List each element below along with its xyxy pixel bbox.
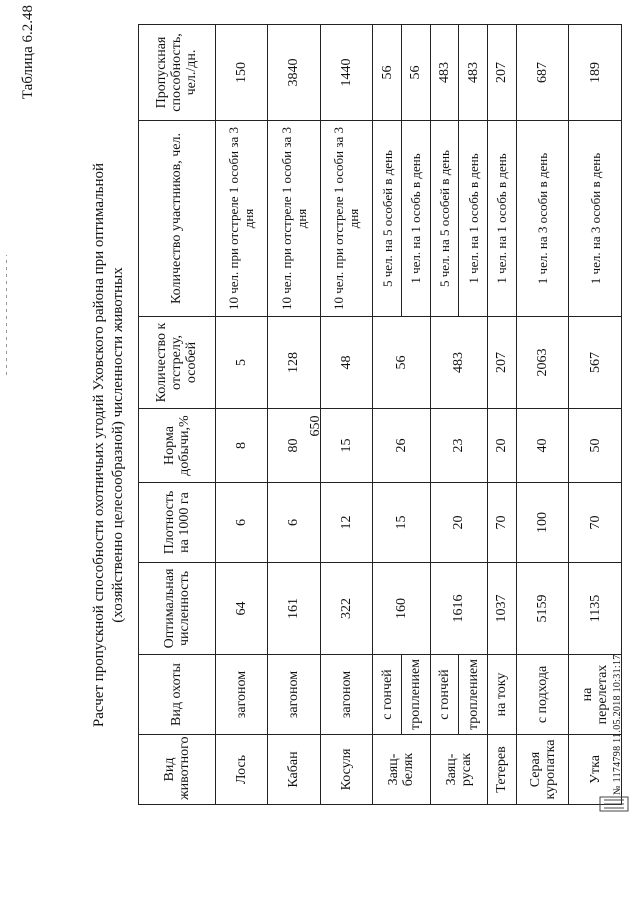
cell-participants: 1 чел. на 3 особи в день [516,121,569,317]
registration-stamp-icon [598,795,630,813]
table-row [268,25,321,805]
cell-quantity: 128 [268,317,321,409]
cell-hunt: на перелетах [569,655,622,735]
table-row [430,25,459,805]
cell-hunt: троплением [459,655,488,735]
cell-animal: Утка [569,735,622,805]
cell-quantity: 207 [488,317,517,409]
cell-optimal: 5159 [516,563,569,655]
cell-density: 100 [516,483,569,563]
header-participants: Количество участников, чел. [139,121,216,317]
cell-participants: 5 чел. на 5 особей в день [430,121,459,317]
cell-capacity: 483 [459,25,488,121]
cell-norm: 20 [488,409,517,483]
cell-quantity: 48 [320,317,373,409]
cell-capacity: 207 [488,25,517,121]
header-quantity: Количество к отстрелу, особей [139,317,216,409]
cell-capacity: 189 [569,25,622,121]
header-capacity: Пропускная способность, чел./дн. [139,25,216,121]
cell-quantity: 567 [569,317,622,409]
header-norm: Норма добычи,% [139,409,216,483]
cell-hunt: загоном [320,655,373,735]
cell-animal: Тетерев [488,735,517,805]
cell-optimal: 160 [373,563,430,655]
cell-capacity: 3840 [268,25,321,121]
cell-participants: 10 чел. при отстреле 1 особи за 3 дня [268,121,321,317]
cell-optimal: 1135 [569,563,622,655]
cell-participants: 1 чел. на 1 особь в день [401,121,430,317]
cell-density: 15 [373,483,430,563]
title-line-1: Расчет пропускной способности охотничьих угодий Уховского района при оптимальной [91,162,107,728]
cell-hunt: на току [488,655,517,735]
header-hunt: Вид охоты [139,655,216,735]
cell-density: 6 [268,483,321,563]
cell-hunt: троплением [401,655,430,735]
cell-hunt: загоном [268,655,321,735]
title-line-2: (хозяйственно целесообразной) численности животных [110,267,126,623]
cell-capacity: 687 [516,25,569,121]
cell-optimal: 161 [268,563,321,655]
cell-capacity: 56 [401,25,430,121]
cell-animal: Кабан [268,735,321,805]
cell-animal: Заяц-беляк [373,735,430,805]
header-animal: Вид животного [139,735,216,805]
cell-participants: 1 чел. на 3 особи в день [569,121,622,317]
scan-artifact [6,255,7,375]
table-label: Таблица 6.2.48 [20,5,36,100]
cell-optimal: 1616 [430,563,487,655]
cell-hunt: с подхода [516,655,569,735]
cell-animal: Серая куропатка [516,735,569,805]
table-row [320,25,373,805]
cell-norm: 15 [320,409,373,483]
cell-quantity: 2063 [516,317,569,409]
cell-norm: 40 [516,409,569,483]
cell-capacity: 483 [430,25,459,121]
page-number: 650 [308,415,323,437]
header-density: Плотность на 1000 га [139,483,216,563]
table-row [516,25,569,805]
cell-density: 70 [569,483,622,563]
cell-norm: 26 [373,409,430,483]
cell-quantity: 483 [430,317,487,409]
cell-capacity: 150 [215,25,268,121]
cell-hunt: с гончей [430,655,459,735]
cell-density: 12 [320,483,373,563]
cell-hunt: с гончей [373,655,402,735]
cell-norm: 8 [215,409,268,483]
table-row [373,25,402,805]
cell-norm: 23 [430,409,487,483]
cell-participants: 10 чел. при отстреле 1 особи за 3 дня [320,121,373,317]
cell-optimal: 322 [320,563,373,655]
capacity-table [138,24,622,805]
header-row [139,25,216,805]
cell-participants: 1 чел. на 1 особь в день [488,121,517,317]
cell-capacity: 1440 [320,25,373,121]
cell-density: 6 [215,483,268,563]
cell-density: 20 [430,483,487,563]
cell-quantity: 56 [373,317,430,409]
cell-animal: Заяц-русак [430,735,487,805]
table-row [215,25,268,805]
cell-participants: 5 чел. на 5 особей в день [373,121,402,317]
table-title [90,95,128,795]
cell-optimal: 64 [215,563,268,655]
cell-animal: Лось [215,735,268,805]
cell-animal: Косуля [320,735,373,805]
cell-hunt: загоном [215,655,268,735]
header-optimal: Оптимальная численность [139,563,216,655]
table-row [488,25,517,805]
cell-density: 70 [488,483,517,563]
cell-participants: 1 чел. на 1 особь в день [459,121,488,317]
cell-capacity: 56 [373,25,402,121]
cell-quantity: 5 [215,317,268,409]
cell-norm: 50 [569,409,622,483]
cell-participants: 10 чел. при отстреле 1 особи за 3 дня [215,121,268,317]
registration-stamp: № 1174798 11.05.2018 10:31:17 [612,654,623,795]
cell-norm: 80 [268,409,321,483]
cell-optimal: 1037 [488,563,517,655]
